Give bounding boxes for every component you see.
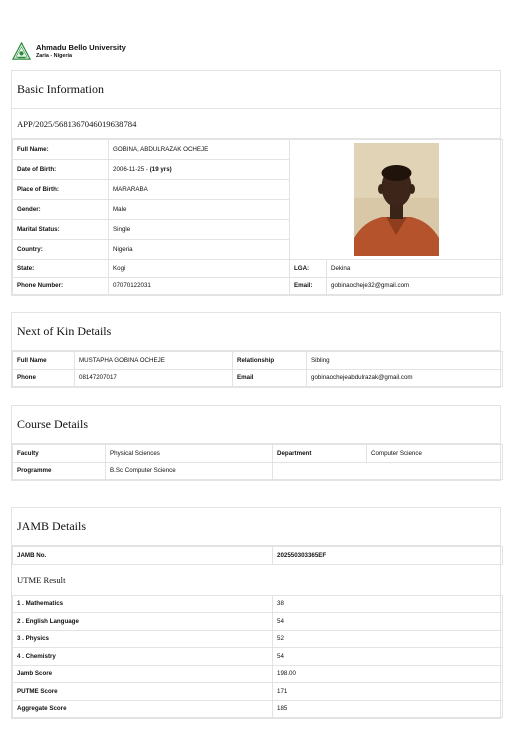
pob-label: Place of Birth:	[13, 180, 109, 200]
subject-row	[13, 595, 503, 613]
jamb-score-value: 198.00	[273, 665, 503, 683]
faculty-value: Physical Sciences	[106, 445, 273, 463]
email-value: gobinaocheje32@gmail.com	[327, 277, 503, 295]
kin-email-label: Email	[233, 369, 307, 387]
state-label: State:	[13, 260, 109, 278]
dob-label: Date of Birth:	[13, 160, 109, 180]
kin-relationship-label: Relationship	[233, 352, 307, 370]
next-of-kin-table	[12, 351, 503, 387]
email-label: Email:	[290, 277, 327, 295]
subject-row	[13, 648, 503, 666]
table-row	[13, 445, 503, 463]
faculty-label: Faculty	[13, 445, 106, 463]
kin-email-value: gobinaochejeabdulrazak@gmail.com	[307, 369, 503, 387]
phone-label: Phone Number:	[13, 277, 109, 295]
course-details-section	[11, 405, 501, 481]
next-of-kin-section	[11, 312, 501, 388]
photo-cell	[290, 140, 503, 260]
programme-value: B.Sc Computer Science	[106, 462, 273, 480]
subject-score: 52	[273, 630, 503, 648]
subject-score: 54	[273, 648, 503, 666]
subject-row	[13, 613, 503, 631]
full-name-label: Full Name:	[13, 140, 109, 160]
jamb-details-section	[11, 507, 501, 719]
table-row	[13, 369, 503, 387]
kin-full-name-value: MUSTAPHA GOBINA OCHEJE	[75, 352, 233, 370]
subject-row	[13, 630, 503, 648]
jamb-details-title: JAMB Details	[12, 508, 500, 546]
subject-name: 3 . Physics	[13, 630, 273, 648]
basic-information-table	[12, 139, 503, 295]
country-label: Country:	[13, 240, 109, 260]
kin-relationship-value: Sibling	[307, 352, 503, 370]
gender-label: Gender:	[13, 200, 109, 220]
full-name-value: GOBINA, ABDULRAZAK OCHEJE	[109, 140, 290, 160]
table-row	[13, 665, 503, 683]
page-header	[12, 40, 312, 62]
state-value: Kogi	[109, 260, 290, 278]
department-label: Department	[273, 445, 367, 463]
lga-value: Dekina	[327, 260, 503, 278]
basic-information-section	[11, 70, 501, 296]
age-value: (19 yrs)	[149, 166, 172, 173]
applicant-photo	[354, 143, 439, 256]
next-of-kin-title: Next of Kin Details	[12, 313, 500, 351]
putme-score-label: PUTME Score	[13, 683, 273, 701]
table-row	[13, 683, 503, 701]
jamb-number-value: 202550303365EF	[273, 547, 503, 565]
putme-score-value: 171	[273, 683, 503, 701]
marital-status-label: Marital Status:	[13, 220, 109, 240]
utme-result-table	[12, 595, 503, 719]
table-row	[13, 277, 503, 295]
jamb-number-label: JAMB No.	[13, 547, 273, 565]
kin-phone-value: 08147207017	[75, 369, 233, 387]
table-row	[13, 140, 503, 160]
subject-name: 1 . Mathematics	[13, 595, 273, 613]
university-name: Ahmadu Bello University	[36, 42, 126, 52]
table-row	[13, 352, 503, 370]
university-logo-icon	[12, 42, 31, 61]
university-location: Zaria - Nigeria	[36, 52, 72, 59]
kin-full-name-label: Full Name	[13, 352, 75, 370]
lga-label: LGA:	[290, 260, 327, 278]
course-details-table	[12, 444, 503, 480]
table-row	[13, 260, 503, 278]
aggregate-score-value: 185	[273, 700, 503, 718]
basic-information-title: Basic Information	[12, 71, 500, 109]
utme-result-heading: UTME Result	[17, 574, 66, 585]
subject-score: 38	[273, 595, 503, 613]
kin-phone-label: Phone	[13, 369, 75, 387]
empty-cell	[273, 462, 503, 480]
table-row	[13, 700, 503, 718]
subject-score: 54	[273, 613, 503, 631]
dob-date: 2006-11-25	[113, 166, 145, 173]
dob-value: 2006-11-25 - (19 yrs)	[109, 160, 290, 180]
table-row	[13, 462, 503, 480]
phone-value: 07070122031	[109, 277, 290, 295]
gender-value: Male	[109, 200, 290, 220]
jamb-number-table	[12, 546, 503, 565]
country-value: Nigeria	[109, 240, 290, 260]
marital-status-value: Single	[109, 220, 290, 240]
table-row	[13, 547, 503, 565]
aggregate-score-label: Aggregate Score	[13, 700, 273, 718]
subject-name: 2 . English Language	[13, 613, 273, 631]
programme-label: Programme	[13, 462, 106, 480]
course-details-title: Course Details	[12, 406, 500, 444]
jamb-score-label: Jamb Score	[13, 665, 273, 683]
pob-value: MARARABA	[109, 180, 290, 200]
subject-name: 4 . Chemistry	[13, 648, 273, 666]
application-number: APP/2025/5681367046019638784	[12, 109, 500, 139]
department-value: Computer Science	[367, 445, 503, 463]
